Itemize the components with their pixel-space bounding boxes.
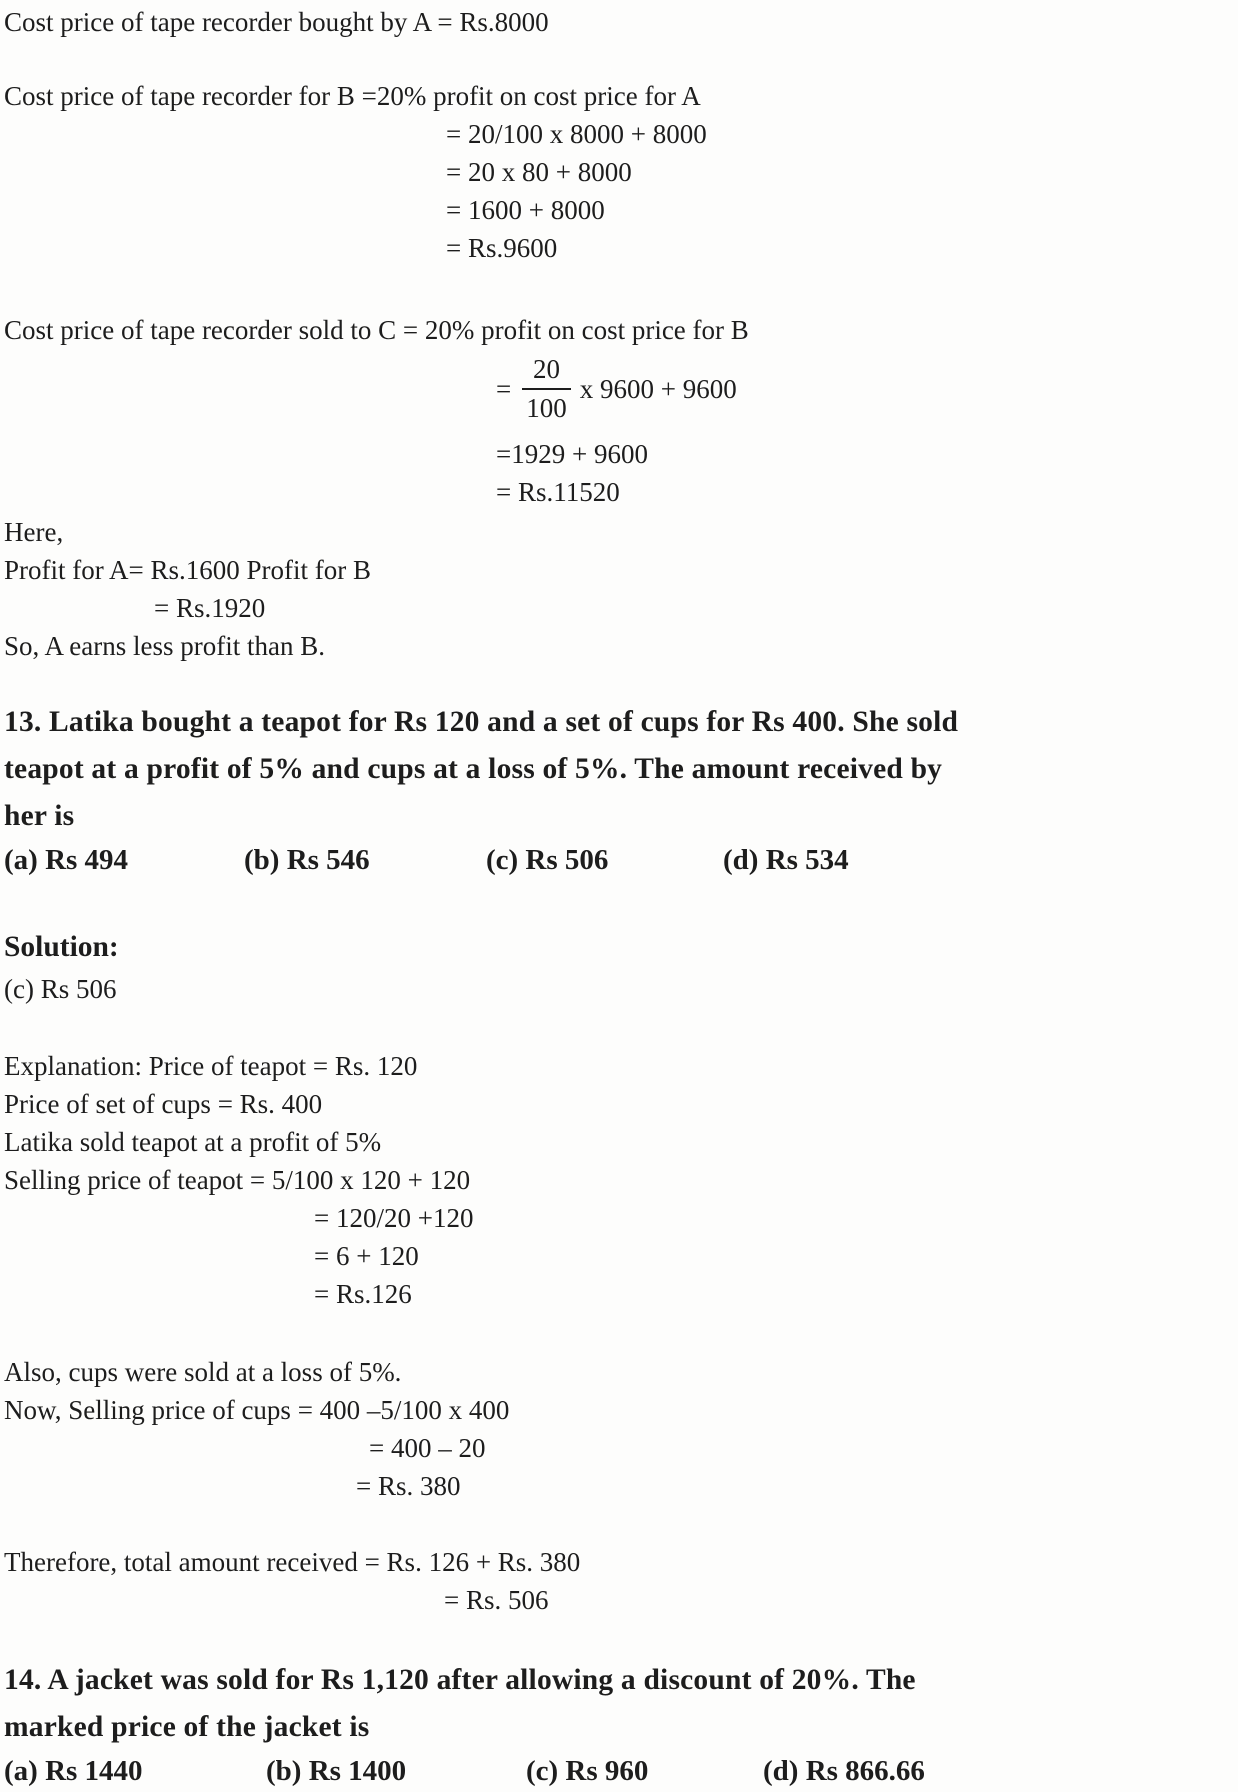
- equation-line: = 20 x 80 + 8000: [446, 157, 632, 187]
- fraction: [522, 353, 571, 425]
- question-13-statement-line: teapot at a profit of 5% and cups at a loss of 5%. The amount received by: [4, 753, 943, 785]
- question-14-statement-line: 14. A jacket was sold for Rs 1,120 after allowing a discount of 20%. The: [4, 1664, 916, 1696]
- profit-a-line: Profit for A= Rs.1600 Profit for B: [4, 555, 371, 585]
- option-c: (c) Rs 506: [486, 844, 609, 876]
- option-a: (a) Rs 1440: [4, 1755, 143, 1787]
- explanation-line: Latika sold teapot at a profit of 5%: [4, 1127, 382, 1157]
- option-b: (b) Rs 1400: [266, 1755, 407, 1787]
- fraction-denominator: 100: [522, 388, 571, 425]
- question-13-statement-line: 13. Latika bought a teapot for Rs 120 and a set of cups for Rs 400. She sold: [4, 706, 959, 738]
- option-b: (b) Rs 546: [244, 844, 370, 876]
- fraction-numerator: 20: [532, 354, 560, 384]
- equation-line: = Rs. 506: [444, 1585, 549, 1615]
- explanation-line: Selling price of teapot = 5/100 x 120 + 120: [4, 1165, 471, 1195]
- explanation-line: Price of set of cups = Rs. 400: [4, 1089, 323, 1119]
- equation-line: = Rs.126: [314, 1279, 412, 1309]
- answer-line: (c) Rs 506: [4, 974, 117, 1004]
- question-13-statement-line: her is: [4, 800, 75, 832]
- here-line: Here,: [4, 517, 64, 547]
- question-13-options-row: [4, 840, 1238, 881]
- question-14-options-row: [4, 1751, 1238, 1792]
- equation-line: = Rs.9600: [446, 233, 558, 263]
- equation-line: = Rs. 380: [356, 1471, 461, 1501]
- cups-intro-line: Also, cups were sold at a loss of 5%.: [4, 1357, 402, 1387]
- profit-b-equation: = Rs.1920: [154, 593, 266, 623]
- fraction-rhs: x 9600 + 9600: [579, 373, 737, 404]
- cost-price-b-line: Cost price of tape recorder for B =20% profit on cost price for A: [4, 81, 701, 111]
- fraction-equation-line: [496, 349, 1238, 429]
- option-a: (a) Rs 494: [4, 844, 129, 876]
- option-c: (c) Rs 960: [526, 1755, 649, 1787]
- equation-line: = 20/100 x 8000 + 8000: [446, 119, 707, 149]
- question-14-statement-line: marked price of the jacket is: [4, 1711, 370, 1743]
- conclusion-line: So, A earns less profit than B.: [4, 631, 325, 661]
- option-d: (d) Rs 866.66: [763, 1755, 925, 1787]
- cost-price-a-line: Cost price of tape recorder bought by A = Rs.8000: [4, 7, 549, 37]
- option-d: (d) Rs 534: [723, 844, 849, 876]
- equation-line: =1929 + 9600: [496, 439, 648, 469]
- cost-price-c-line: Cost price of tape recorder sold to C = 20% profit on cost price for B: [4, 315, 749, 345]
- cups-line: Now, Selling price of cups = 400 –5/100 x 400: [4, 1395, 510, 1425]
- equation-line: = 6 + 120: [314, 1241, 419, 1271]
- total-line: Therefore, total amount received = Rs. 126 + Rs. 380: [4, 1547, 581, 1577]
- equation-line: = Rs.11520: [496, 477, 620, 507]
- equation-line: = 1600 + 8000: [446, 195, 605, 225]
- equation-line: = 400 – 20: [369, 1433, 486, 1463]
- equation-line: = 120/20 +120: [314, 1203, 474, 1233]
- solution-label: Solution:: [4, 931, 119, 963]
- equals-sign: =: [496, 373, 512, 404]
- explanation-line: Explanation: Price of teapot = Rs. 120: [4, 1051, 418, 1081]
